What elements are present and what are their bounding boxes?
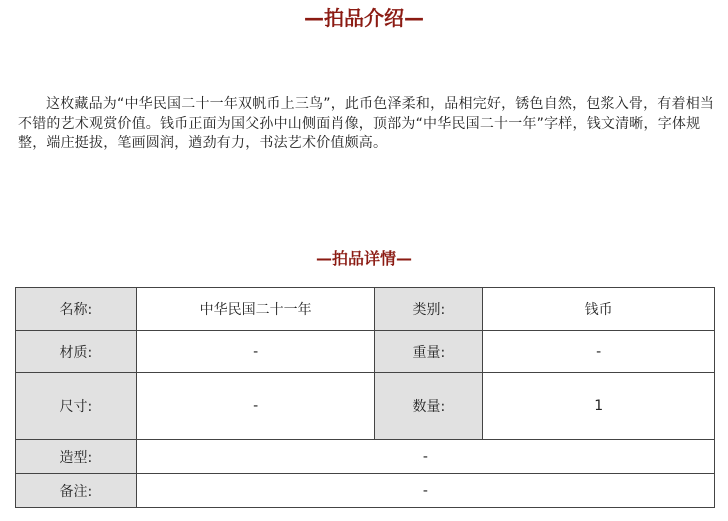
size-value: - xyxy=(136,373,375,440)
table-row xyxy=(16,373,715,440)
details-section-title: —拍品详情— xyxy=(315,249,412,268)
table-row xyxy=(16,331,715,373)
category-value: 钱币 xyxy=(483,288,715,331)
details-table xyxy=(15,287,715,508)
category-label: 类别: xyxy=(375,288,483,331)
quantity-label: 数量: xyxy=(375,373,483,440)
shape-label: 造型: xyxy=(16,440,137,474)
intro-section-title: —拍品介绍— xyxy=(304,6,424,30)
table-row xyxy=(16,288,715,331)
material-label: 材质: xyxy=(16,331,137,373)
name-label: 名称: xyxy=(16,288,137,331)
shape-value: - xyxy=(136,440,714,474)
weight-label: 重量: xyxy=(375,331,483,373)
quantity-value: 1 xyxy=(483,373,715,440)
material-value: - xyxy=(136,331,375,373)
table-row xyxy=(16,440,715,474)
name-value: 中华民国二十一年 xyxy=(136,288,375,331)
remarks-label: 备注: xyxy=(16,474,137,508)
size-label: 尺寸: xyxy=(16,373,137,440)
remarks-value: - xyxy=(136,474,714,508)
intro-description: 这枚藏品为“中华民国二十一年双帆币上三鸟”，此币色泽柔和，品相完好，锈色自然，包浆入骨，有着相当不错的艺术观赏价值。钱币正面为国父孙中山侧面肖像，顶部为“中华民国二十一年”字样，钱文清晰，字体规整，端庄挺拔，笔画圆润，遒劲有力，书法艺术价值颇高。 xyxy=(18,96,715,151)
table-row xyxy=(16,474,715,508)
weight-value: - xyxy=(483,331,715,373)
